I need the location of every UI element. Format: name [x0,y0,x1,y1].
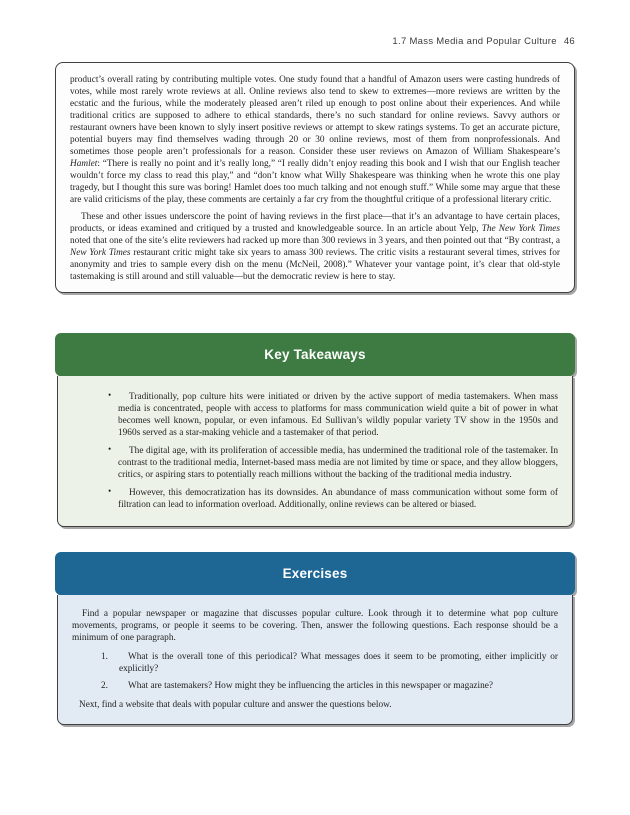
list-item-text: Traditionally, pop culture hits were initiated or driven by the active support of media tastemakers. When mass media is concentrated, people with access to platforms for mass communication wield quite a bit of power in what becomes well known, popular, or even infamous. Ed Sullivan’s wildly popular variety TV show in the 1950s and 1960s served as a star-making vehicle and a tastemaker of that period. [118,392,558,438]
list-item-text: However, this democratization has its downsides. An abundance of mass communication without some form of filtration can lead to information overload. Additionally, online reviews can be altered or biased. [118,488,558,510]
bullet-icon: • [108,391,112,401]
bullet-icon: • [108,445,112,455]
list-item [72,391,558,439]
page-header [55,36,575,47]
exercises-list [72,651,558,692]
page-number: 46 [563,36,575,47]
section-title: 1.7 Mass Media and Popular Culture [392,36,557,47]
list-item-text: What is the overall tone of this periodical? What messages does it seem to be promoting, either implicitly or explicitly? [119,652,558,674]
exercises-header [55,552,575,595]
article-paragraph: product’s overall rating by contributing multiple votes. One study found that a handful of Amazon users were casting hundreds of votes, while most rarely wrote reviews at all. Online reviews also tend to skew to extremes—more reviews are written by the ecstatic and the furious, while the moderately pleased aren’t riled up enough to post online about their experiences. And while traditional critics are supposed to adhere to ethical standards, there’s no such standard for online reviews. Savvy authors or restaurant owners have been known to slyly insert positive reviews or attempt to skew ratings systems. To get an accurate picture, potential buyers may find themselves wading through 20 or 30 online reviews, most of them from nonprofessionals. And sometimes those people aren’t professionals for a reason. Consider these user reviews on Amazon of William Shakespeare’s Hamlet: “There is really no point and it’s really long,” “I really didn’t enjoy reading this book and I wish that our English teacher wouldn’t force my class to read this play,” and “don’t know what Willy Shakespeare was thinking when he wrote this one play tragedy, but I thought this sure was boring! Hamlet does too much talking and not enough stuff.” While some may argue that these are valid criticisms of the play, these comments are certainly a far cry from the thoughtful critique of a professional literary critic. [70,75,560,205]
list-item-text: What are tastemakers? How might they be influencing the articles in this newspaper or magazine? [128,681,494,691]
bullet-icon: • [108,487,112,497]
article-paragraph: These and other issues underscore the point of having reviews in the first place—that it’s an advantage to have certain places, products, or ideas examined and critiqued by a trusted and knowledgeable source. In an article about Yelp, The New York Times noted that one of the site’s elite reviewers had racked up more than 300 reviews in 3 years, and then pointed out that “By contrast, a New York Times restaurant critic might take six years to amass 300 reviews. The critic visits a restaurant several times, strives for anonymity and tries to sample every dish on the menu (McNeil, 2008).” Whatever your vantage point, it’s clear that old-style tastemaking is still around and still valuable—but the democratic review is here to stay. [70,212,561,282]
list-number: 1. [101,652,108,662]
article-text-box [55,62,575,293]
exercises-intro: Find a popular newspaper or magazine that discusses popular culture. Look through it to determine what pop culture movements, programs, or people it seems to be covering. Then, answer the following questions. Each response should be a minimum of one paragraph. [72,609,558,643]
key-takeaways-header [55,333,575,376]
numbered-list-item [72,680,558,692]
list-number: 2. [101,681,108,691]
exercises-body [57,595,573,725]
list-item [72,445,558,481]
exercises-closing: Next, find a website that deals with popular culture and answer the questions below. [79,700,392,710]
numbered-list-item [72,651,558,675]
exercises-title: Exercises [282,566,348,581]
list-item [72,487,558,511]
key-takeaways-body [57,376,573,527]
list-item-text: The digital age, with its proliferation of accessible media, has undermined the traditional role of the tastemaker. In contrast to the traditional media, Internet-based mass media are not limited by time or space, and they allow bloggers, critics, or aspiring stars to potentially reach millions without the backing of the traditional media industry. [118,446,558,480]
key-takeaways-title: Key Takeaways [264,347,366,362]
